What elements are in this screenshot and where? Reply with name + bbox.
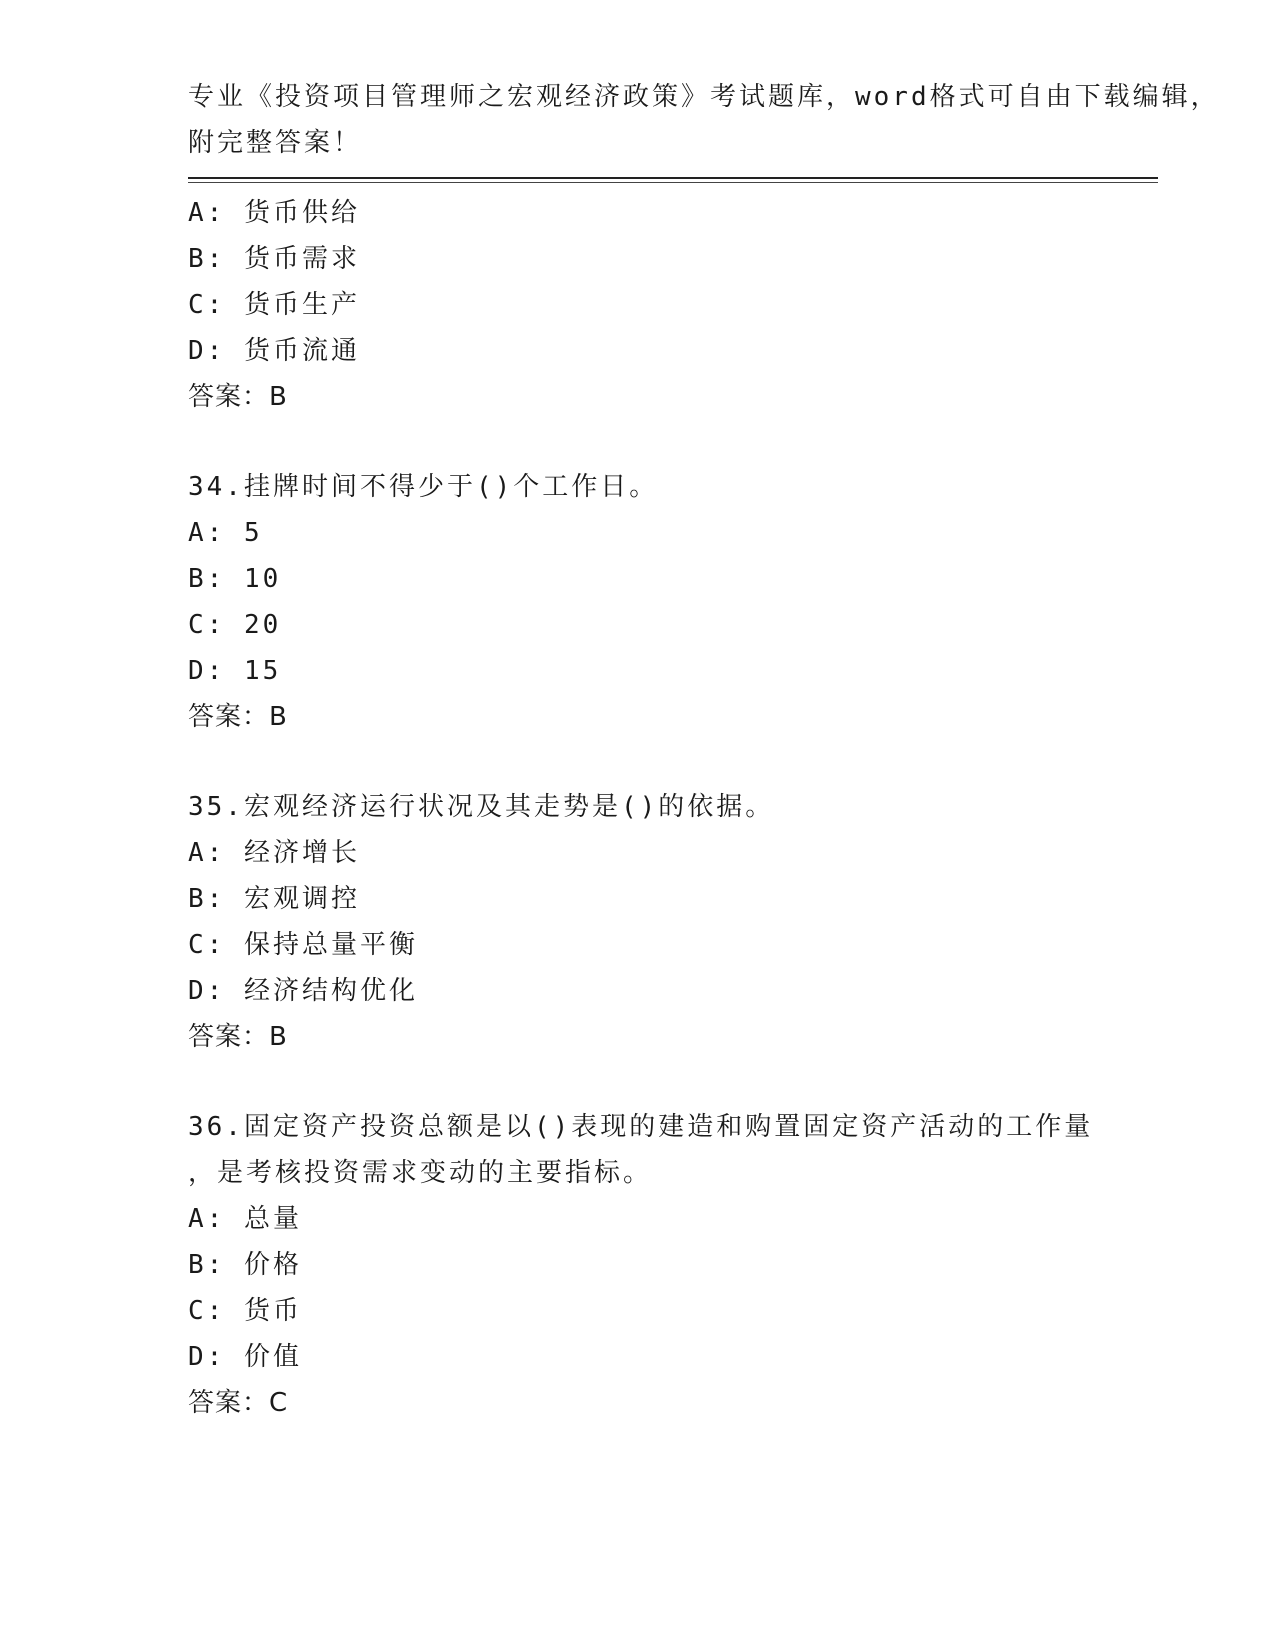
option-a: A: 5: [188, 518, 263, 548]
option-a: A: 货币供给: [188, 198, 360, 228]
header-divider-thick: [188, 177, 1158, 179]
question-title: 35.宏观经济运行状况及其走势是()的依据。: [188, 792, 775, 822]
document-header: [188, 74, 1220, 166]
option-d: D: 15: [188, 656, 282, 686]
option-d: D: 货币流通: [188, 336, 360, 366]
answer-line: 答案：B: [188, 382, 288, 412]
option-c: C: 保持总量平衡: [188, 930, 418, 960]
answer-line: 答案：C: [188, 1388, 289, 1418]
header-divider-thin: [188, 182, 1158, 183]
option-d: D: 经济结构优化: [188, 976, 418, 1006]
question-35: [188, 784, 1088, 1060]
option-b: B: 10: [188, 564, 282, 594]
question-33-partial: [188, 190, 1088, 420]
option-c: C: 20: [188, 610, 282, 640]
question-list: [188, 190, 1094, 1470]
option-b: B: 宏观调控: [188, 884, 360, 914]
question-title-line-2: ，是考核投资需求变动的主要指标。: [188, 1158, 653, 1188]
answer-line: 答案：B: [188, 702, 288, 732]
header-line-1: 专业《投资项目管理师之宏观经济政策》考试题库，word格式可自由下载编辑，: [188, 82, 1220, 112]
question-34: [188, 464, 1088, 740]
option-c: C: 货币生产: [188, 290, 360, 320]
header-line-2: 附完整答案！: [188, 128, 363, 158]
option-d: D: 价值: [188, 1342, 302, 1372]
question-title-line-1: 36.固定资产投资总额是以()表现的建造和购置固定资产活动的工作量: [188, 1112, 1094, 1142]
option-b: B: 货币需求: [188, 244, 360, 274]
option-b: B: 价格: [188, 1250, 302, 1280]
question-title: 34.挂牌时间不得少于()个工作日。: [188, 472, 659, 502]
option-c: C: 货币: [188, 1296, 302, 1326]
option-a: A: 经济增长: [188, 838, 360, 868]
question-36: [188, 1104, 1094, 1426]
answer-line: 答案：B: [188, 1022, 288, 1052]
option-a: A: 总量: [188, 1204, 302, 1234]
